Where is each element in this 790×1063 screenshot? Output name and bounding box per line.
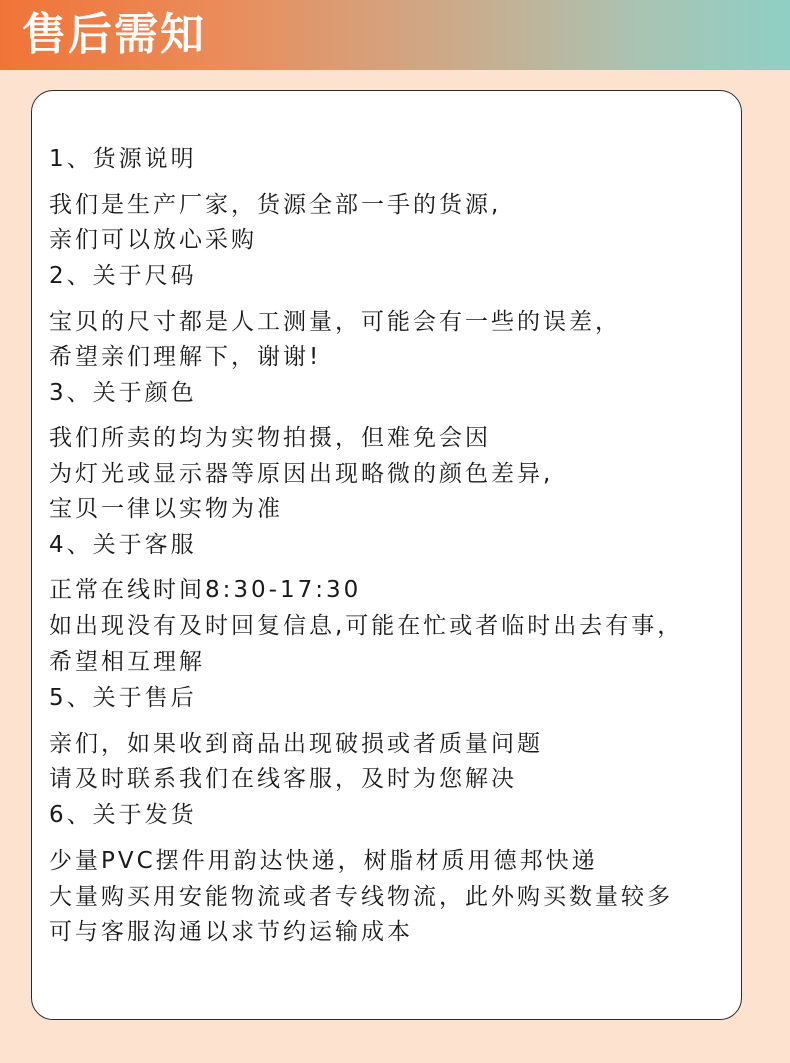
section-4-line-1: 正常在线时间8:30-17:30 [49, 577, 362, 603]
section-2-line-2: 希望亲们理解下，谢谢! [49, 344, 322, 370]
section-3-line-1: 我们所卖的均为实物拍摄，但难免会因 [49, 425, 491, 451]
section-5-line-1: 亲们，如果收到商品出现破损或者质量问题 [49, 731, 543, 757]
section-1-heading: 1、货源说明 [49, 146, 197, 172]
section-6-line-3: 可与客服沟通以求节约运输成本 [49, 919, 413, 945]
section-2-heading: 2、关于尺码 [49, 263, 197, 289]
section-4-line-2: 如出现没有及时回复信息,可能在忙或者临时出去有事， [49, 613, 684, 639]
section-5-line-2: 请及时联系我们在线客服，及时为您解决 [49, 766, 517, 792]
section-6-heading: 6、关于发货 [49, 802, 197, 828]
section-1-line-1: 我们是生产厂家，货源全部一手的货源, [49, 192, 502, 218]
section-5-heading: 5、关于售后 [49, 685, 197, 711]
section-1-line-2: 亲们可以放心采购 [49, 227, 257, 253]
section-3-heading: 3、关于颜色 [49, 380, 197, 406]
section-3-line-2: 为灯光或显示器等原因出现略微的颜色差异, [49, 461, 554, 487]
section-6-line-2: 大量购买用安能物流或者专线物流，此外购买数量较多 [49, 884, 673, 910]
section-6-line-1: 少量PVC摆件用韵达快递，树脂材质用德邦快递 [49, 848, 598, 874]
section-3-line-3: 宝贝一律以实物为准 [49, 496, 283, 522]
page-title: 售后需知 [22, 9, 206, 60]
section-4-line-3: 希望相互理解 [49, 649, 205, 675]
section-4-heading: 4、关于客服 [49, 532, 197, 558]
section-2-line-1: 宝贝的尺寸都是人工测量，可能会有一些的误差， [49, 309, 621, 335]
header-banner [0, 0, 790, 70]
